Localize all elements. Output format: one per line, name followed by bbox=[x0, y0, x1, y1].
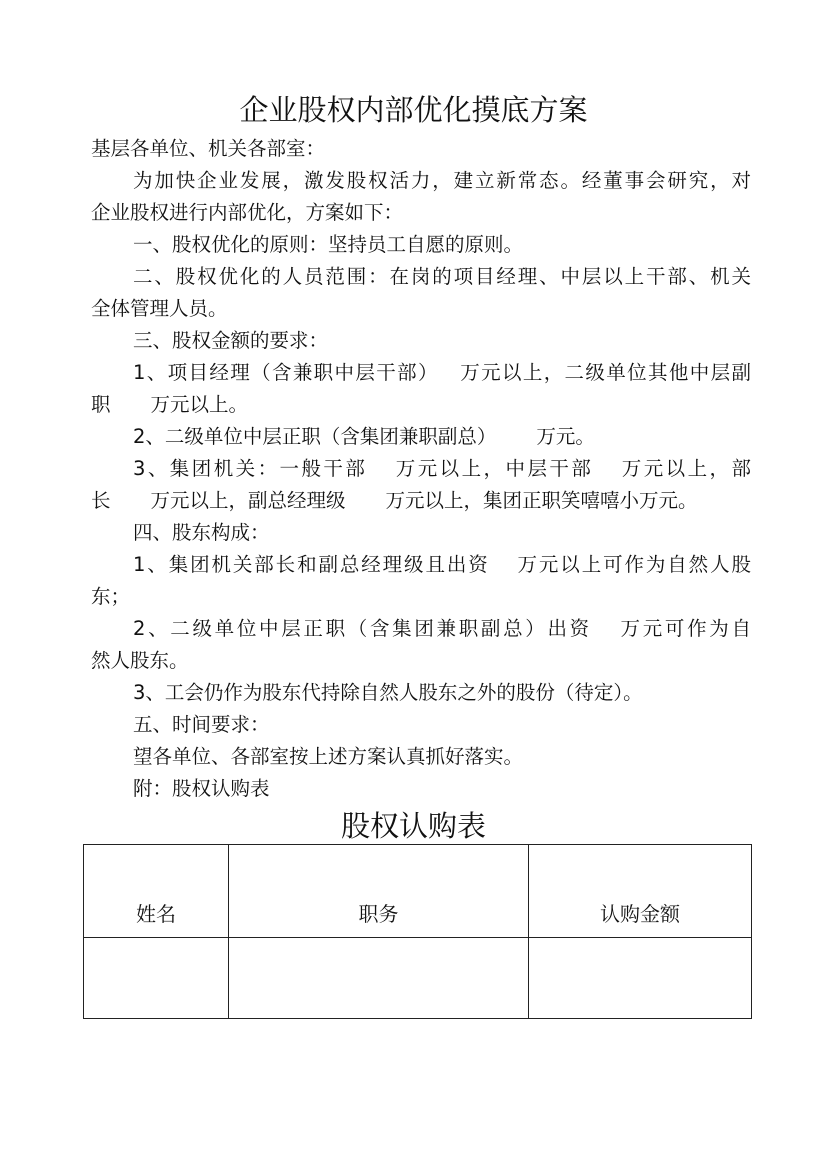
document-title: 企业股权内部优化摸底方案 bbox=[239, 93, 588, 127]
section-3-item-1-line-1 bbox=[91, 357, 751, 389]
s3-2-part-b: 万元。 bbox=[536, 425, 595, 448]
s3-3-part-a: 3、集团机关：一般干部 bbox=[133, 457, 368, 480]
section-3-item-2 bbox=[91, 421, 751, 453]
section-4-item-2-line-2: 然人股东。 bbox=[91, 649, 189, 672]
section-3-item-1-line-2 bbox=[91, 389, 751, 421]
section-2-scope-line-2: 全体管理人员。 bbox=[91, 297, 228, 320]
s3-1-part-a: 1、项目经理（含兼职中层干部） bbox=[133, 361, 439, 384]
cell-amount[interactable] bbox=[529, 938, 752, 1019]
section-1-principle: 一、股权优化的原则：坚持员工自愿的原则。 bbox=[133, 233, 524, 256]
header-position: 职务 bbox=[229, 845, 529, 938]
s3-1-part-b: 万元以上，二级单位其他中层副 bbox=[458, 361, 751, 384]
header-name: 姓名 bbox=[84, 845, 229, 938]
table-title: 股权认购表 bbox=[340, 809, 486, 843]
section-4-item-1-line-2: 东； bbox=[91, 585, 131, 608]
s3-1-part-d: 万元以上。 bbox=[150, 393, 249, 416]
s3-3-part-c: 万元以上，部 bbox=[619, 457, 751, 480]
s4-1-part-a: 1、集团机关部长和副总经理级且出资 bbox=[133, 553, 490, 576]
s3-1-part-c: 职 bbox=[91, 393, 111, 416]
s3-3-part-f: 万元以上，集团正职笑嘻嘻小万元。 bbox=[385, 489, 698, 512]
section-4-heading: 四、股东构成： bbox=[133, 521, 270, 544]
s4-2-part-b: 万元可作为自 bbox=[617, 617, 751, 640]
s4-1-part-b: 万元以上可作为自然人股 bbox=[515, 553, 751, 576]
s3-2-part-a: 2、二级单位中层正职（含集团兼职副总） bbox=[133, 425, 497, 448]
s3-3-part-e: 万元以上，副总经理级 bbox=[150, 489, 346, 512]
header-amount: 认购金额 bbox=[529, 845, 752, 938]
cell-name[interactable] bbox=[84, 938, 229, 1019]
attachment-note: 附：股权认购表 bbox=[133, 777, 270, 800]
document-body bbox=[91, 133, 751, 805]
section-4-item-1-line-1 bbox=[91, 549, 751, 581]
section-4-item-3: 3、工会仍作为股东代持除自然人股东之外的股份（待定）。 bbox=[133, 681, 643, 704]
section-5-heading: 五、时间要求： bbox=[133, 713, 270, 736]
section-5-text: 望各单位、各部室按上述方案认真抓好落实。 bbox=[133, 745, 524, 768]
section-3-item-3-line-1 bbox=[91, 453, 751, 485]
cell-position[interactable] bbox=[229, 938, 529, 1019]
table-row bbox=[84, 938, 752, 1019]
s3-3-part-b: 万元以上，中层干部 bbox=[393, 457, 594, 480]
subscription-table bbox=[83, 844, 752, 1019]
section-4-item-2-line-1 bbox=[91, 613, 751, 645]
section-2-scope-line-1: 二、股权优化的人员范围：在岗的项目经理、中层以上干部、机关 bbox=[133, 265, 751, 288]
s3-3-part-d: 长 bbox=[91, 489, 111, 512]
table-header-row bbox=[84, 845, 752, 938]
s4-2-part-a: 2、二级单位中层正职（含集团兼职副总）出资 bbox=[133, 617, 592, 640]
section-3-item-3-line-2 bbox=[91, 485, 751, 517]
intro-line-2: 企业股权进行内部优化，方案如下： bbox=[91, 201, 404, 224]
salutation: 基层各单位、机关各部室： bbox=[91, 137, 326, 160]
section-3-heading: 三、股权金额的要求： bbox=[133, 329, 329, 352]
intro-line-1: 为加快企业发展，激发股权活力，建立新常态。经董事会研究，对 bbox=[133, 169, 751, 192]
